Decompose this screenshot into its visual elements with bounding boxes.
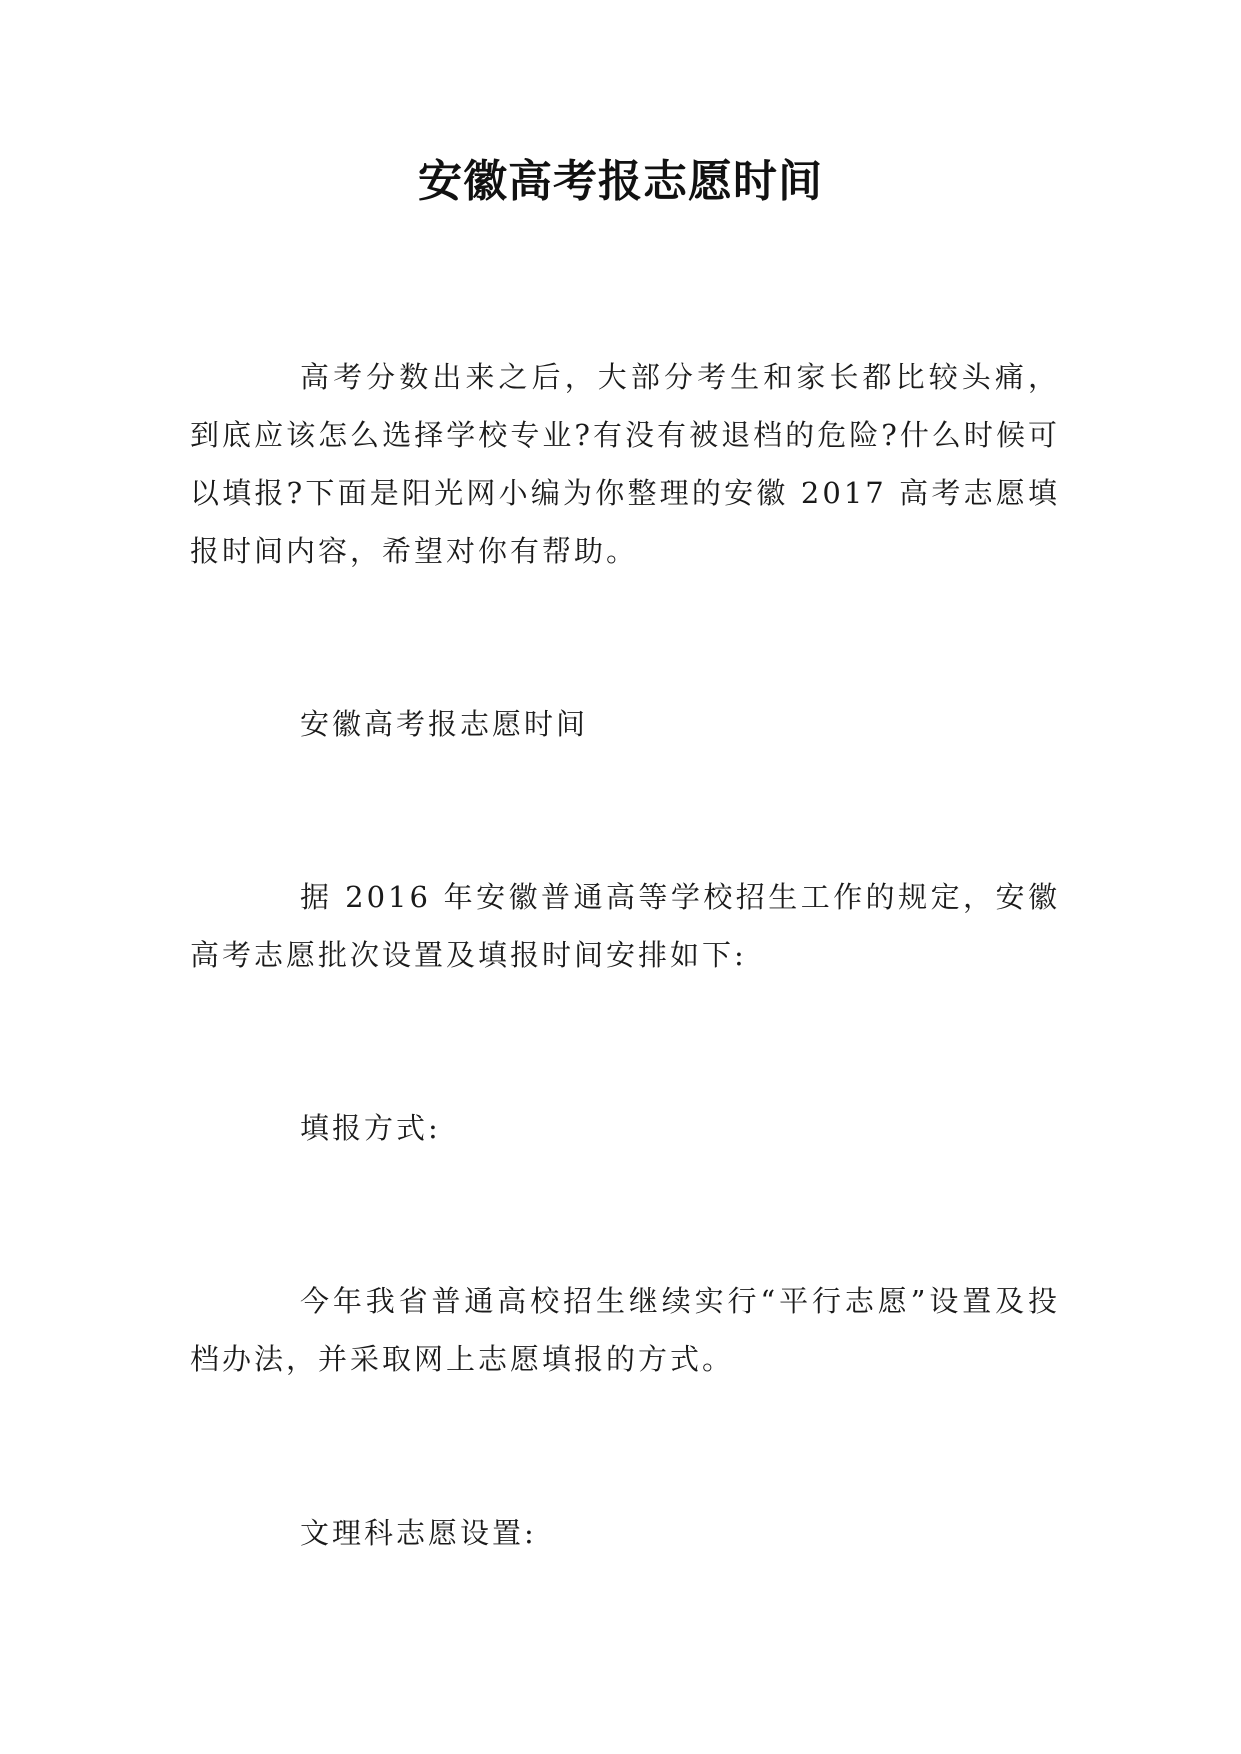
fill-method-heading: 填报方式: (300, 1111, 441, 1145)
regulation-paragraph: 据 2016 年安徽普通高等学校招生工作的规定，安徽高考志愿批次设置及填报时间安排如下: (190, 880, 1060, 972)
section-heading-paragraph: 安徽高考报志愿时间 (300, 707, 589, 741)
document-title: 安徽高考报志愿时间 (418, 156, 823, 207)
fill-method-paragraph: 今年我省普通高校招生继续实行“平行志愿”设置及投档办法，并采取网上志愿填报的方式。 (190, 1284, 1060, 1376)
intro-paragraph: 高考分数出来之后，大部分考生和家长都比较头痛，到底应该怎么选择学校专业?有没有被退档的危险?什么时候可以填报?下面是阳光网小编为你整理的安徽 2017 高考志愿填报时间内容，希望对你有帮助。 (190, 360, 1060, 568)
subject-settings-heading: 文理科志愿设置: (300, 1516, 537, 1550)
